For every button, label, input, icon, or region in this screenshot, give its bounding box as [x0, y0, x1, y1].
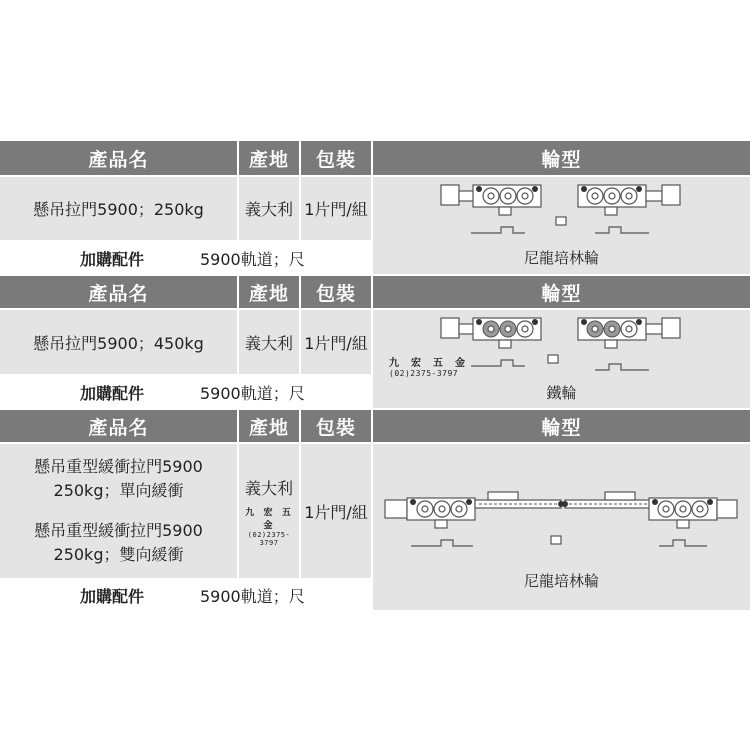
header-packing: 包裝: [301, 276, 371, 308]
left-carriage-icon: [441, 185, 541, 233]
right-carriage-icon: [578, 318, 680, 370]
accessory-value: 5900軌道；尺: [200, 586, 305, 606]
header-origin: 產地: [239, 410, 299, 442]
accessory-label-text: 加購配件: [80, 249, 145, 269]
product-name-line: 懸吊重型緩衝拉門5900: [34, 457, 203, 476]
product-name-line: 250kg；雙向緩衝: [53, 545, 184, 564]
stamp-phone: (02)2375-3797: [389, 369, 459, 378]
wheel-diagram-panel: [373, 177, 750, 274]
header-wheel-type: 輪型: [373, 141, 750, 175]
origin-value: 義大利: [244, 478, 293, 498]
header-wheel-type: 輪型: [373, 410, 750, 442]
product-name-line: 懸吊拉門5900；450kg: [33, 333, 204, 353]
product-name: [0, 177, 237, 240]
product-name-line: 250kg；單向緩衝: [53, 481, 184, 500]
accessory-label-text: 加購配件: [80, 383, 145, 403]
origin-value: 義大利: [239, 310, 299, 374]
header-product-name: 產品名: [0, 276, 237, 308]
product-name-line: 懸吊拉門5900；250kg: [33, 200, 204, 219]
right-carriage-icon: [578, 185, 680, 233]
header-packing: 包裝: [301, 141, 371, 175]
company-stamp: [389, 354, 479, 378]
header-origin: 產地: [239, 276, 299, 308]
soft-close-roller-diagram: [373, 444, 750, 564]
origin-value-cell: [239, 444, 299, 578]
header-product-name: 產品名: [0, 141, 237, 175]
wheel-caption: 尼龍培林輪: [523, 249, 599, 267]
company-stamp: [239, 505, 299, 547]
packing-value: 1片門/組: [301, 310, 371, 374]
packing-value: 1片門/組: [301, 177, 371, 240]
header-origin: 產地: [239, 141, 299, 175]
accessory-label-text: 加購配件: [80, 586, 145, 606]
right-carriage-icon: [649, 498, 737, 546]
origin-value: 義大利: [239, 177, 299, 240]
wheel-diagram-panel: [373, 444, 750, 610]
wheel-diagram-panel: [373, 310, 750, 408]
header-wheel-type: 輪型: [373, 276, 750, 308]
header-product-name: 產品名: [0, 410, 237, 442]
wheel-caption: 尼龍培林輪: [523, 572, 599, 590]
stamp-title: 九 宏 五 金: [245, 507, 293, 531]
stamp-phone: (02)2375-3797: [247, 530, 291, 547]
roller-diagram: [373, 177, 750, 247]
product-name-line: 懸吊重型緩衝拉門5900: [34, 521, 203, 540]
stamp-title: 九 宏 五 金: [389, 358, 469, 369]
accessory-value: 5900軌道；尺: [200, 383, 305, 403]
product-name: [0, 444, 237, 578]
packing-value: 1片門/組: [301, 444, 371, 578]
left-carriage-icon: [385, 498, 475, 546]
product-name: [0, 310, 237, 374]
header-packing: 包裝: [301, 410, 371, 442]
wheel-caption: 鐵輪: [546, 384, 577, 402]
damper-rail-icon: [475, 492, 651, 508]
accessory-value: 5900軌道；尺: [200, 249, 305, 269]
